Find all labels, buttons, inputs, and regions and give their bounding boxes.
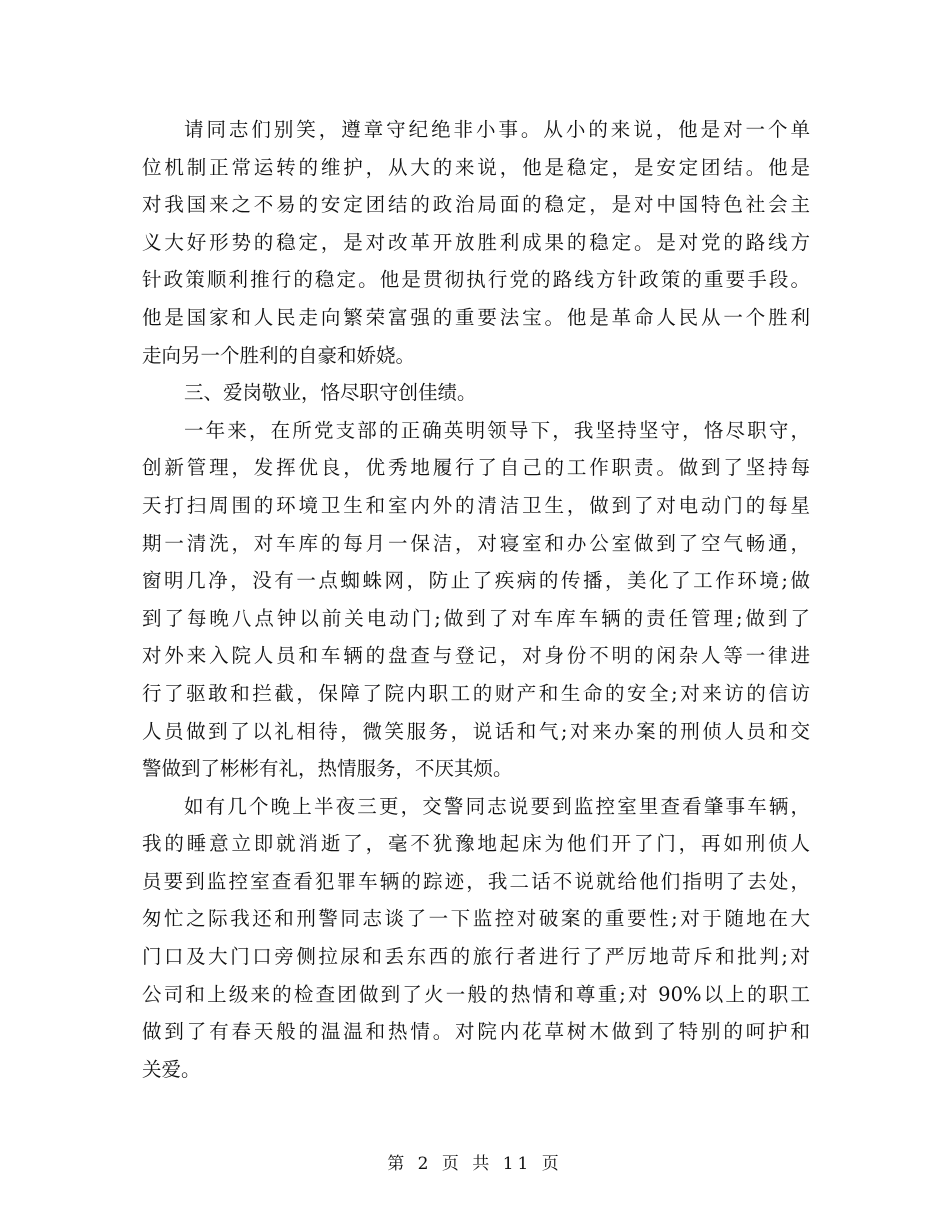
paragraph-line: 对外来入院人员和车辆的盘查与登记，对身份不明的闲杂人等一律进 (142, 644, 810, 668)
paragraph-line: 一年来，在所党支部的正确英明领导下，我坚持坚守，恪尽职守， (184, 418, 810, 442)
paragraph-line: 员要到监控室查看犯罪车辆的踪迹，我二话不说就给他们指明了去处， (142, 869, 810, 893)
paragraph-line: 窗明几净，没有一点蜘蛛网，防止了疾病的传播，美化了工作环境;做 (142, 569, 810, 593)
paragraph-line: 如有几个晚上半夜三更，交警同志说要到监控室里查看肇事车辆， (184, 794, 810, 818)
paragraph-line: 天打扫周围的环境卫生和室内外的清洁卫生，做到了对电动门的每星 (142, 493, 810, 517)
paragraph-line: 行了驱敢和拦截，保障了院内职工的财产和生命的安全;对来访的信访 (142, 681, 810, 705)
document-body (142, 111, 810, 1088)
paragraph-line: 期一清洗，对车库的每月一保洁，对寝室和办公室做到了空气畅通， (142, 531, 810, 555)
paragraph-line: 义大好形势的稳定，是对改革开放胜利成果的稳定。是对党的路线方 (142, 230, 810, 254)
page-number-footer: 第 2 页 共 11 页 (387, 1154, 563, 1174)
paragraph-line: 位机制正常运转的维护，从大的来说，他是稳定，是安定团结。他是 (142, 155, 810, 179)
paragraph-line: 他是国家和人民走向繁荣富强的重要法宝。他是革命人民从一个胜利 (142, 305, 810, 329)
paragraph-line: 人员做到了以礼相待，微笑服务，说话和气;对来办案的刑侦人员和交 (142, 719, 810, 743)
section-heading: 三、爱岗敬业，恪尽职守创佳绩。 (184, 381, 477, 405)
paragraph-line: 走向另一个胜利的自豪和娇娆。 (142, 343, 416, 367)
paragraph-line: 关爱。 (142, 1057, 201, 1081)
paragraph-line: 请同志们别笑，遵章守纪绝非小事。从小的来说，他是对一个单 (184, 118, 810, 141)
paragraph-line: 创新管理，发挥优良，优秀地履行了自己的工作职责。做到了坚持每 (142, 456, 810, 480)
paragraph-line: 门口及大门口旁侧拉尿和丢东西的旅行者进行了严厉地苛斥和批判;对 (142, 945, 810, 969)
paragraph-line: 对我国来之不易的安定团结的政治局面的稳定，是对中国特色社会主 (142, 193, 810, 217)
paragraph-line: 公司和上级来的检查团做到了火一般的热情和尊重;对 90%以上的职工 (142, 982, 810, 1006)
paragraph-line: 针政策顺利推行的稳定。他是贯彻执行党的路线方针政策的重要手段。 (142, 268, 810, 292)
paragraph-line: 到了每晚八点钟以前关电动门;做到了对车库车辆的责任管理;做到了 (142, 606, 810, 630)
paragraph-line: 做到了有春天般的温温和热情。对院内花草树木做到了特别的呵护和 (142, 1020, 810, 1044)
paragraph-line: 警做到了彬彬有礼，热情服务，不厌其烦。 (142, 757, 513, 781)
paragraph-line: 我的睡意立即就消逝了，毫不犹豫地起床为他们开了门，再如刑侦人 (142, 832, 810, 856)
paragraph-line: 匆忙之际我还和刑警同志谈了一下监控对破案的重要性;对于随地在大 (142, 907, 810, 931)
